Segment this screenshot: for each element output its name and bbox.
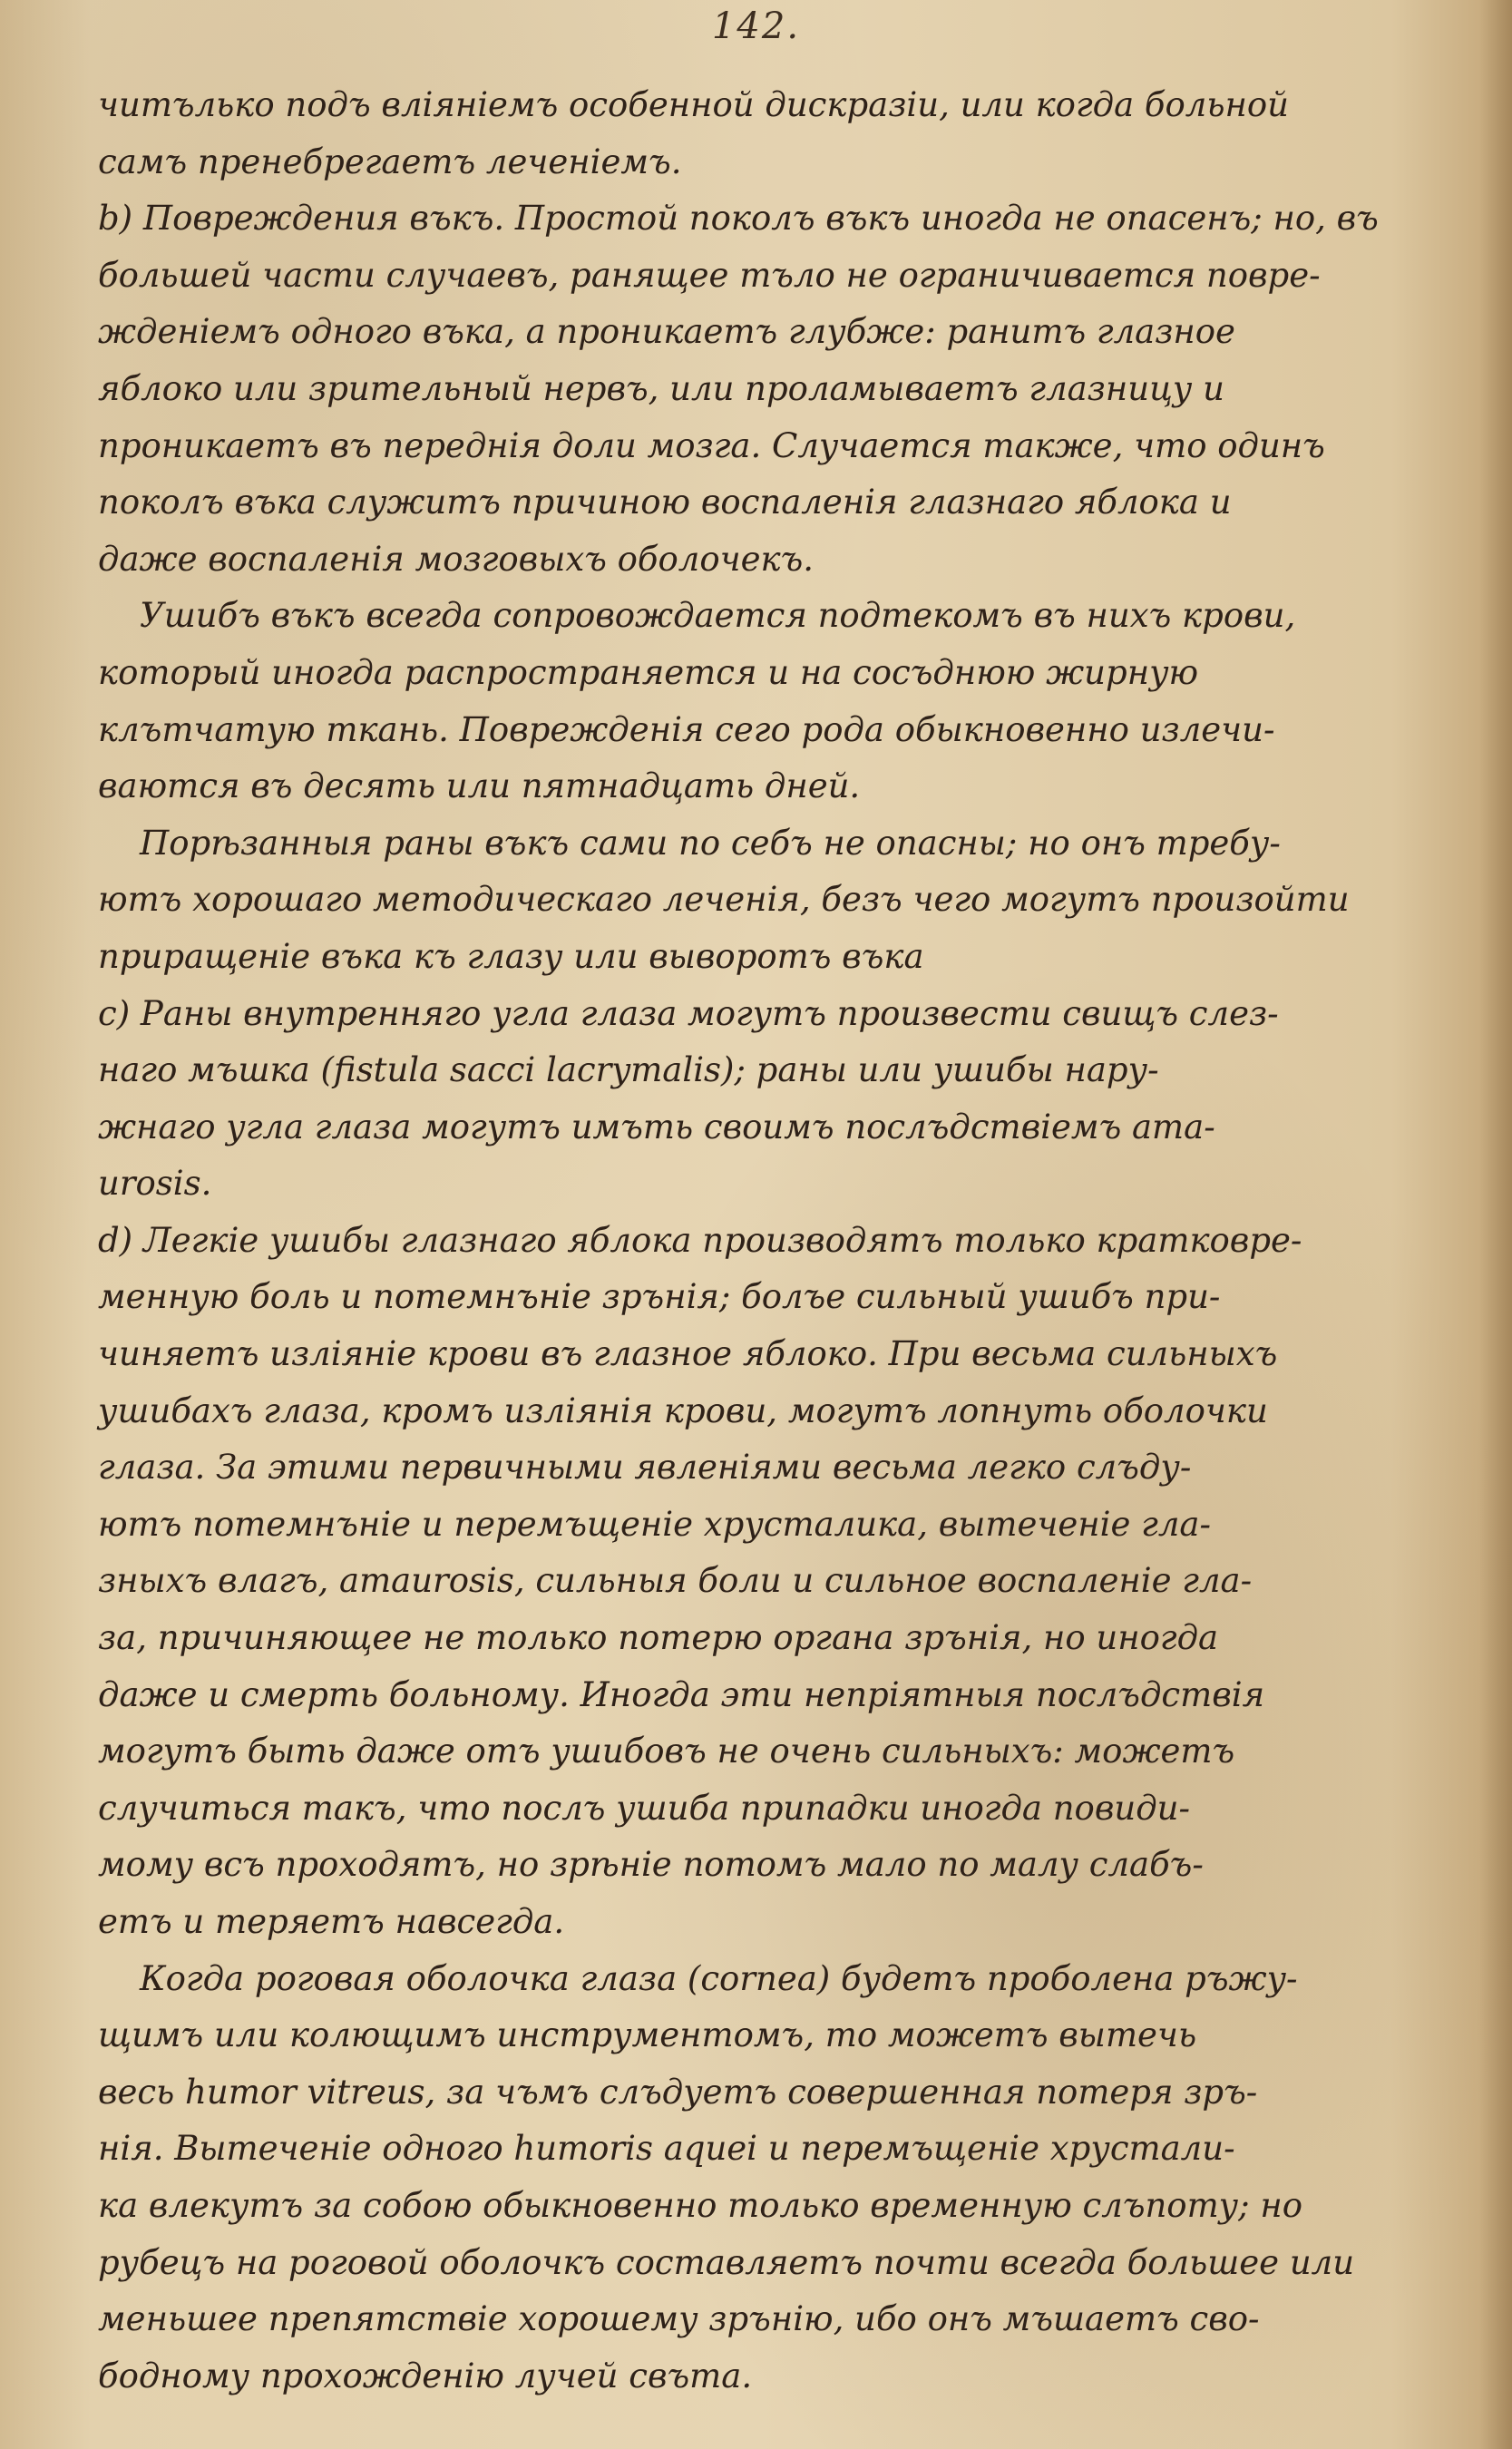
manuscript-line: который иногда распространяется и на сосъднюю жирную bbox=[98, 652, 1199, 692]
manuscript-line: зныхъ влагъ, amaurosis, сильныя боли и сильное воспаленіе гла- bbox=[98, 1561, 1253, 1601]
manuscript-line: самъ пренебрегаетъ леченіемъ. bbox=[98, 141, 682, 181]
manuscript-text-block bbox=[98, 77, 1468, 2405]
manuscript-line: менную боль и потемнъніе зрънія; болъе сильный ушибъ при- bbox=[98, 1277, 1221, 1317]
manuscript-line: етъ и теряетъ навсегда. bbox=[98, 1902, 565, 1941]
manuscript-line: b) Повреждения въкъ. Простой поколъ въкъ иногда не опасенъ; но, въ bbox=[98, 199, 1379, 239]
manuscript-line: мому всъ проходятъ, но зрѣніе потомъ мало по малу слабъ- bbox=[98, 1845, 1204, 1885]
manuscript-line: Когда роговая оболочка глаза (cornea) будетъ проболена ръжу- bbox=[140, 1958, 1298, 1998]
manuscript-line: проникаетъ въ переднія доли мозга. Случается также, что одинъ bbox=[98, 425, 1325, 465]
manuscript-line: d) Легкіе ушибы глазнаго яблока производятъ только кратковре- bbox=[98, 1220, 1302, 1260]
manuscript-line: яблоко или зрительный нервъ, или проламываетъ глазницу и bbox=[98, 368, 1224, 408]
manuscript-line: могутъ быть даже отъ ушибовъ не очень сильныхъ: можетъ bbox=[98, 1732, 1235, 1771]
manuscript-line: нія. Вытеченіе одного humoris aquei и перемъщеніе хрустали- bbox=[98, 2129, 1235, 2169]
manuscript-line: ка влекутъ за собою обыкновенно только временную слъпоту; но bbox=[98, 2185, 1303, 2225]
manuscript-line: жнаго угла глаза могутъ имъть своимъ послъдствіемъ ama- bbox=[98, 1107, 1215, 1146]
manuscript-line: большей части случаевъ, ранящее тъло не ограничивается повре- bbox=[98, 255, 1321, 295]
manuscript-line: ютъ хорошаго методическаго леченія, безъ чего могутъ произойти bbox=[98, 880, 1350, 920]
manuscript-line: меньшее препятствіе хорошему зрънію, ибо онъ мъшаетъ сво- bbox=[98, 2299, 1260, 2339]
manuscript-line: ютъ потемнъніе и перемъщеніе хрусталика, вытеченіе гла- bbox=[98, 1504, 1211, 1544]
manuscript-line: чиняетъ изліяніе крови въ глазное яблоко. При весьма сильныхъ bbox=[98, 1334, 1278, 1374]
manuscript-line: бодному прохожденію лучей свъта. bbox=[98, 2356, 753, 2395]
manuscript-line: глаза. За этими первичными явленіями весьма легко слъду- bbox=[98, 1448, 1192, 1488]
manuscript-line: urosis. bbox=[98, 1164, 212, 1204]
manuscript-line: c) Раны внутренняго угла глаза могутъ произвести свищъ слез- bbox=[98, 993, 1279, 1033]
manuscript-line: ушибахъ глаза, кромъ изліянія крови, могутъ лопнуть оболочки bbox=[98, 1390, 1268, 1430]
manuscript-line: рубецъ на роговой оболочкъ составляетъ почти всегда большее или bbox=[98, 2242, 1355, 2282]
page-number: 142. bbox=[711, 5, 801, 47]
manuscript-line: приращеніе въка къ глазу или выворотъ въка bbox=[98, 936, 924, 976]
manuscript-line: Ушибъ въкъ всегда сопровождается подтекомъ въ нихъ крови, bbox=[140, 596, 1296, 636]
manuscript-line: даже и смерть больному. Иногда эти непріятныя послъдствія bbox=[98, 1674, 1265, 1714]
manuscript-line: случиться такъ, что послъ ушиба припадки иногда повиди- bbox=[98, 1788, 1190, 1828]
manuscript-line: клътчатую ткань. Поврежденія сего рода обыкновенно излечи- bbox=[98, 709, 1275, 749]
manuscript-line: за, причиняющее не только потерю органа зрънія, но иногда bbox=[98, 1618, 1219, 1658]
manuscript-line: даже воспаленія мозговыхъ оболочекъ. bbox=[98, 539, 815, 579]
manuscript-line: наго мъшка (fistula sacci lacrymalis); раны или ушибы нару- bbox=[98, 1050, 1159, 1090]
manuscript-line: поколъ въка служитъ причиною воспаленія глазнаго яблока и bbox=[98, 483, 1232, 522]
manuscript-line: Порѣзанныя раны въкъ сами по себъ не опасны; но онъ требу- bbox=[140, 823, 1281, 863]
manuscript-line: ваются въ десять или пятнадцать дней. bbox=[98, 766, 861, 806]
manuscript-line: весь humor vitreus, за чъмъ слъдуетъ совершенная потеря зръ- bbox=[98, 2072, 1258, 2112]
manuscript-line: жденіемъ одного въка, а проникаетъ глубже: ранитъ глазное bbox=[98, 312, 1235, 352]
manuscript-line: читълько подъ вліяніемъ особенной дискразіи, или когда больной bbox=[98, 85, 1289, 124]
manuscript-line: щимъ или колющимъ инструментомъ, то можетъ вытечь bbox=[98, 2015, 1197, 2055]
